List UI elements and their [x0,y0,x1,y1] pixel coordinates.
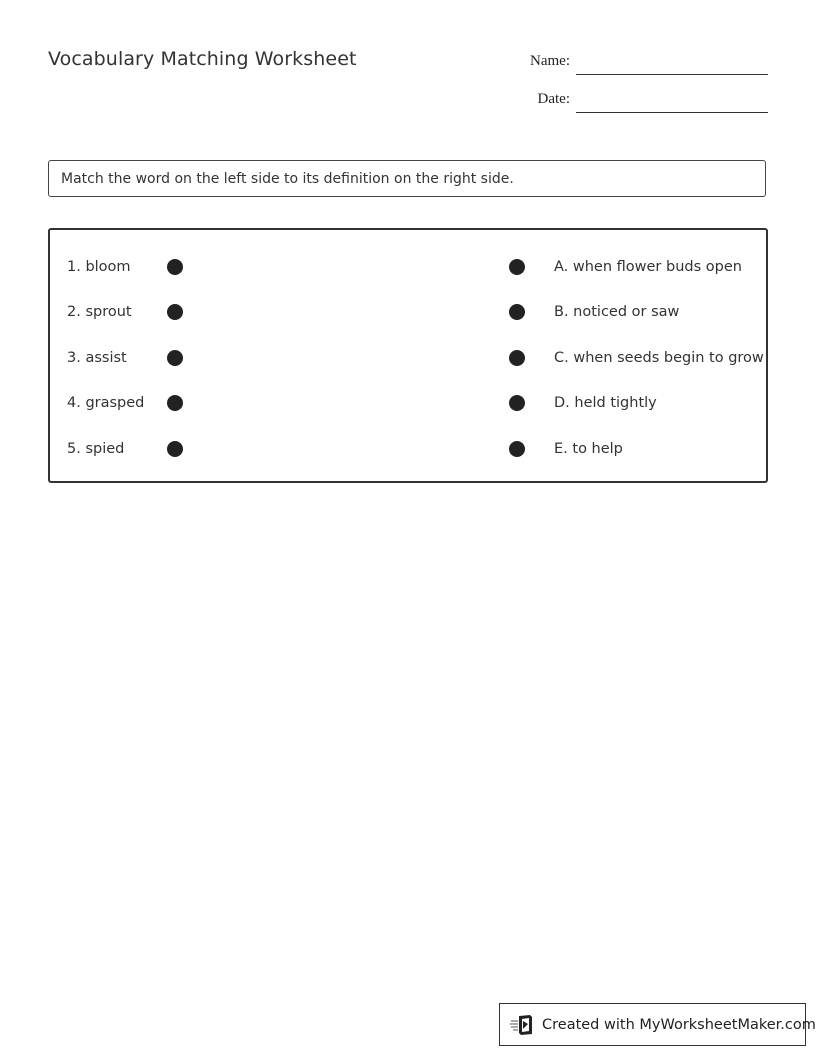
definition-connector-dot[interactable] [509,441,525,457]
name-input-line[interactable] [576,74,768,75]
word-item: 4. grasped [67,395,145,411]
date-field[interactable] [500,89,768,113]
word-connector-dot[interactable] [167,259,183,275]
match-row [50,300,766,324]
word-connector-dot[interactable] [167,441,183,457]
definition-connector-dot[interactable] [509,304,525,320]
word-connector-dot[interactable] [167,304,183,320]
name-label: Name: [530,53,570,69]
matching-section [48,228,768,483]
word-connector-dot[interactable] [167,395,183,411]
definition-connector-dot[interactable] [509,259,525,275]
definition-connector-dot[interactable] [509,395,525,411]
worksheet-maker-logo-icon [510,1014,536,1036]
instructions-box: Match the word on the left side to its definition on the right side. [48,160,766,197]
match-row [50,255,766,279]
date-label: Date: [537,91,570,107]
word-item: 1. bloom [67,259,131,275]
definition-item: A. when flower buds open [554,259,742,275]
definition-item: B. noticed or saw [554,304,680,320]
match-row [50,391,766,415]
word-item: 2. sprout [67,304,132,320]
name-field[interactable] [500,51,768,75]
match-row [50,437,766,461]
word-item: 3. assist [67,350,127,366]
definition-item: D. held tightly [554,395,657,411]
created-with-badge[interactable] [499,1003,816,1046]
worksheet-title: Vocabulary Matching Worksheet [48,48,357,70]
date-input-line[interactable] [576,112,768,113]
word-connector-dot[interactable] [167,350,183,366]
definition-item: E. to help [554,441,623,457]
match-row [50,346,766,370]
word-item: 5. spied [67,441,125,457]
created-with-text[interactable]: Created with MyWorksheetMaker.com [542,1016,816,1033]
definition-connector-dot[interactable] [509,350,525,366]
definition-item: C. when seeds begin to grow [554,350,764,366]
